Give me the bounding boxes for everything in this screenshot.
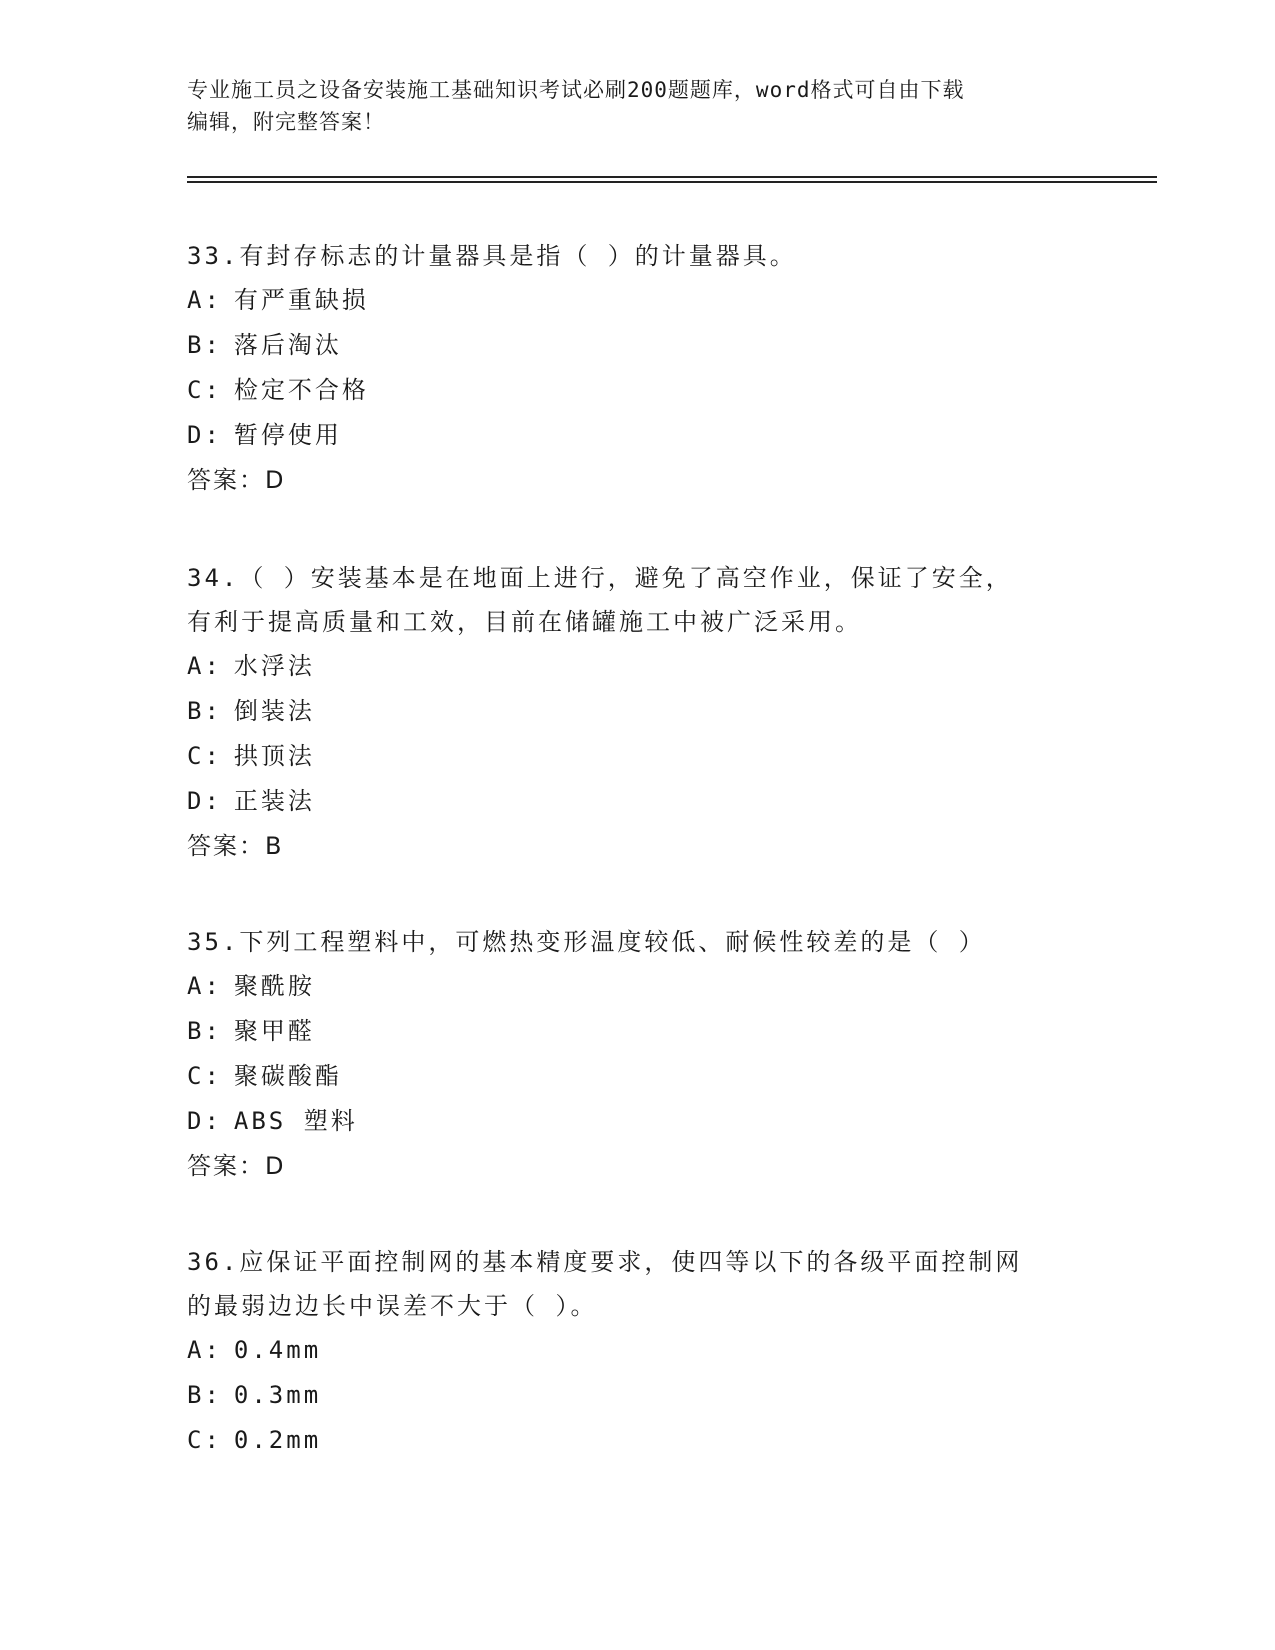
- option-text: 0.2mm: [233, 1426, 322, 1454]
- option-key: B:: [187, 1381, 222, 1409]
- option-key: C:: [187, 376, 222, 404]
- option-a: [187, 644, 1087, 689]
- question-36: [187, 1240, 1087, 1463]
- document-header: [187, 74, 1067, 138]
- answer-line: 答案：D: [187, 1152, 286, 1180]
- option-c: [187, 368, 1087, 413]
- question-stem-line-1: 36.应保证平面控制网的基本精度要求，使四等以下的各级平面控制网: [187, 1248, 1023, 1276]
- option-text: 0.3mm: [233, 1381, 322, 1409]
- question-stem: 35.下列工程塑料中，可燃热变形温度较低、耐候性较差的是（ ）: [187, 928, 986, 956]
- option-key: A:: [187, 652, 222, 680]
- option-text: ABS 塑料: [233, 1107, 358, 1135]
- option-text: 有严重缺损: [233, 286, 369, 314]
- option-d: [187, 779, 1087, 824]
- question-stem-line-2: 的最弱边边长中误差不大于（ ）。: [187, 1292, 598, 1320]
- header-line-1: 专业施工员之设备安装施工基础知识考试必刷200题题库，word格式可自由下载: [187, 78, 965, 102]
- option-text: 检定不合格: [233, 376, 369, 404]
- answer-line: 答案：B: [187, 832, 284, 860]
- option-c: [187, 734, 1087, 779]
- option-key: D:: [187, 787, 222, 815]
- option-key: C:: [187, 1062, 222, 1090]
- question-stem-line-1: 34.（ ）安装基本是在地面上进行，避免了高空作业，保证了安全，: [187, 564, 1013, 592]
- option-d: [187, 1099, 1087, 1144]
- option-text: 暂停使用: [233, 421, 342, 449]
- option-text: 拱顶法: [233, 742, 315, 770]
- option-text: 正装法: [233, 787, 315, 815]
- option-text: 落后淘汰: [233, 331, 342, 359]
- option-key: D:: [187, 421, 222, 449]
- option-key: B:: [187, 331, 222, 359]
- option-key: A:: [187, 972, 222, 1000]
- option-text: 倒装法: [233, 697, 315, 725]
- option-key: C:: [187, 1426, 222, 1454]
- header-divider-top: [187, 176, 1157, 178]
- option-key: C:: [187, 742, 222, 770]
- option-b: [187, 1009, 1087, 1054]
- option-a: [187, 1328, 1087, 1373]
- option-b: [187, 689, 1087, 734]
- header-divider-bottom: [187, 181, 1157, 183]
- option-key: A:: [187, 286, 222, 314]
- question-35: [187, 920, 1087, 1189]
- question-stem-line-2: 有利于提高质量和工效，目前在储罐施工中被广泛采用。: [187, 608, 862, 636]
- option-key: B:: [187, 697, 222, 725]
- option-c: [187, 1418, 1087, 1463]
- option-text: 0.4mm: [233, 1336, 322, 1364]
- option-text: 水浮法: [233, 652, 315, 680]
- option-key: A:: [187, 1336, 222, 1364]
- question-33: [187, 234, 1087, 503]
- option-b: [187, 1373, 1087, 1418]
- option-a: [187, 278, 1087, 323]
- option-key: D:: [187, 1107, 222, 1135]
- option-a: [187, 964, 1087, 1009]
- question-34: [187, 556, 1087, 869]
- option-d: [187, 413, 1087, 458]
- option-c: [187, 1054, 1087, 1099]
- option-b: [187, 323, 1087, 368]
- option-key: B:: [187, 1017, 222, 1045]
- header-line-2: 编辑，附完整答案！: [187, 110, 385, 134]
- answer-line: 答案：D: [187, 466, 286, 494]
- option-text: 聚酰胺: [233, 972, 315, 1000]
- option-text: 聚甲醛: [233, 1017, 315, 1045]
- option-text: 聚碳酸酯: [233, 1062, 342, 1090]
- question-stem: 33.有封存标志的计量器具是指（ ）的计量器具。: [187, 242, 797, 270]
